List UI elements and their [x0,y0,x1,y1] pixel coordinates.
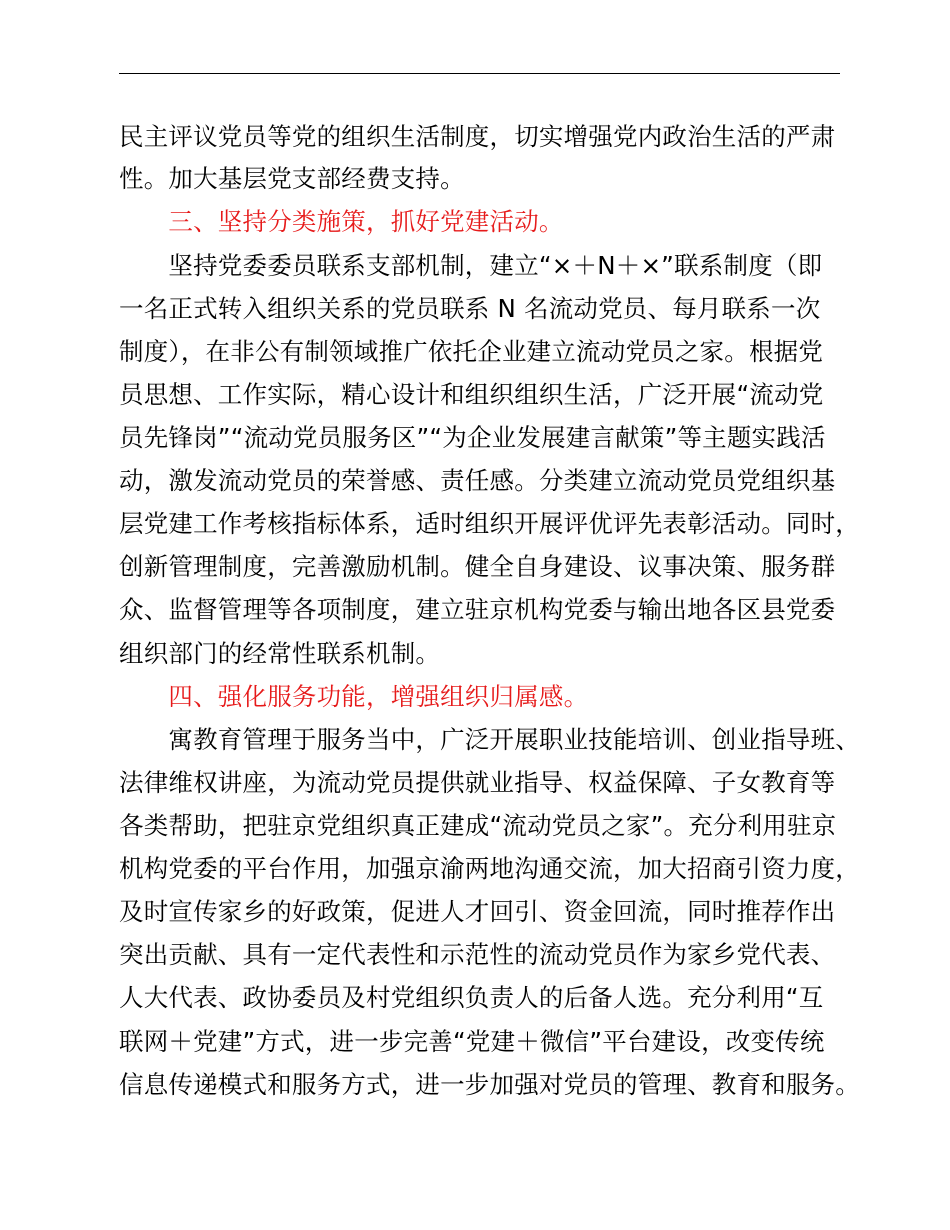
header-rule [119,73,840,74]
paragraph-line: 动，激发流动党员的荣誉感、责任感。分类建立流动党员党组织基 [119,466,836,495]
paragraph-line: 组织部门的经常性联系机制。 [119,639,441,668]
paragraph-line: 各类帮助，把驻京党组织真正建成“流动党员之家”。充分利用驻京 [119,811,837,840]
paragraph-line: 信息传递模式和服务方式，进一步加强对党员的管理、教育和服务。 [119,1070,860,1099]
paragraph-line: 机构党委的平台作用，加强京渝两地沟通交流，加大招商引资力度， [119,854,860,883]
paragraph-line: 法律维权讲座，为流动党员提供就业指导、权益保障、子女教育等 [119,768,836,797]
paragraph-line: 众、监督管理等各项制度，建立驻京机构党委与输出地各区县党委 [119,595,836,624]
paragraph-line: 一名正式转入组织关系的党员联系 N 名流动党员、每月联系一次 [119,294,821,323]
section-heading-three: 三、坚持分类施策，抓好党建活动。 [119,207,564,236]
paragraph-line: 性。加大基层党支部经费支持。 [119,164,465,193]
paragraph-line: 寓教育管理于服务当中，广泛开展职业技能培训、创业指导班、 [119,725,860,754]
paragraph-line: 及时宣传家乡的好政策，促进人才回引、资金回流，同时推荐作出 [119,897,836,926]
paragraph-line: 创新管理制度，完善激励机制。健全自身建设、议事决策、服务群 [119,552,836,581]
section-heading-four: 四、强化服务功能，增强组织归属感。 [119,682,589,711]
paragraph-line: 员先锋岗”“流动党员服务区”“为企业发展建言献策”等主题实践活 [119,423,826,452]
paragraph-line: 联网＋党建”方式，进一步完善“党建＋微信”平台建设，改变传统 [119,1027,825,1056]
paragraph-line: 层党建工作考核指标体系，适时组织开展评优评先表彰活动。同时， [119,509,860,538]
paragraph-line: 坚持党委委员联系支部机制，建立“×＋N＋×”联系制度（即 [119,251,823,280]
paragraph-line: 人大代表、政协委员及村党组织负责人的后备人选。充分利用“互 [119,983,824,1012]
paragraph-line: 员思想、工作实际，精心设计和组织组织生活，广泛开展“流动党 [119,380,824,409]
paragraph-line: 民主评议党员等党的组织生活制度，切实增强党内政治生活的严肃 [119,122,836,151]
paragraph-line: 突出贡献、具有一定代表性和示范性的流动党员作为家乡党代表、 [119,940,836,969]
paragraph-line: 制度），在非公有制领域推广依托企业建立流动党员之家。根据党 [119,337,824,366]
